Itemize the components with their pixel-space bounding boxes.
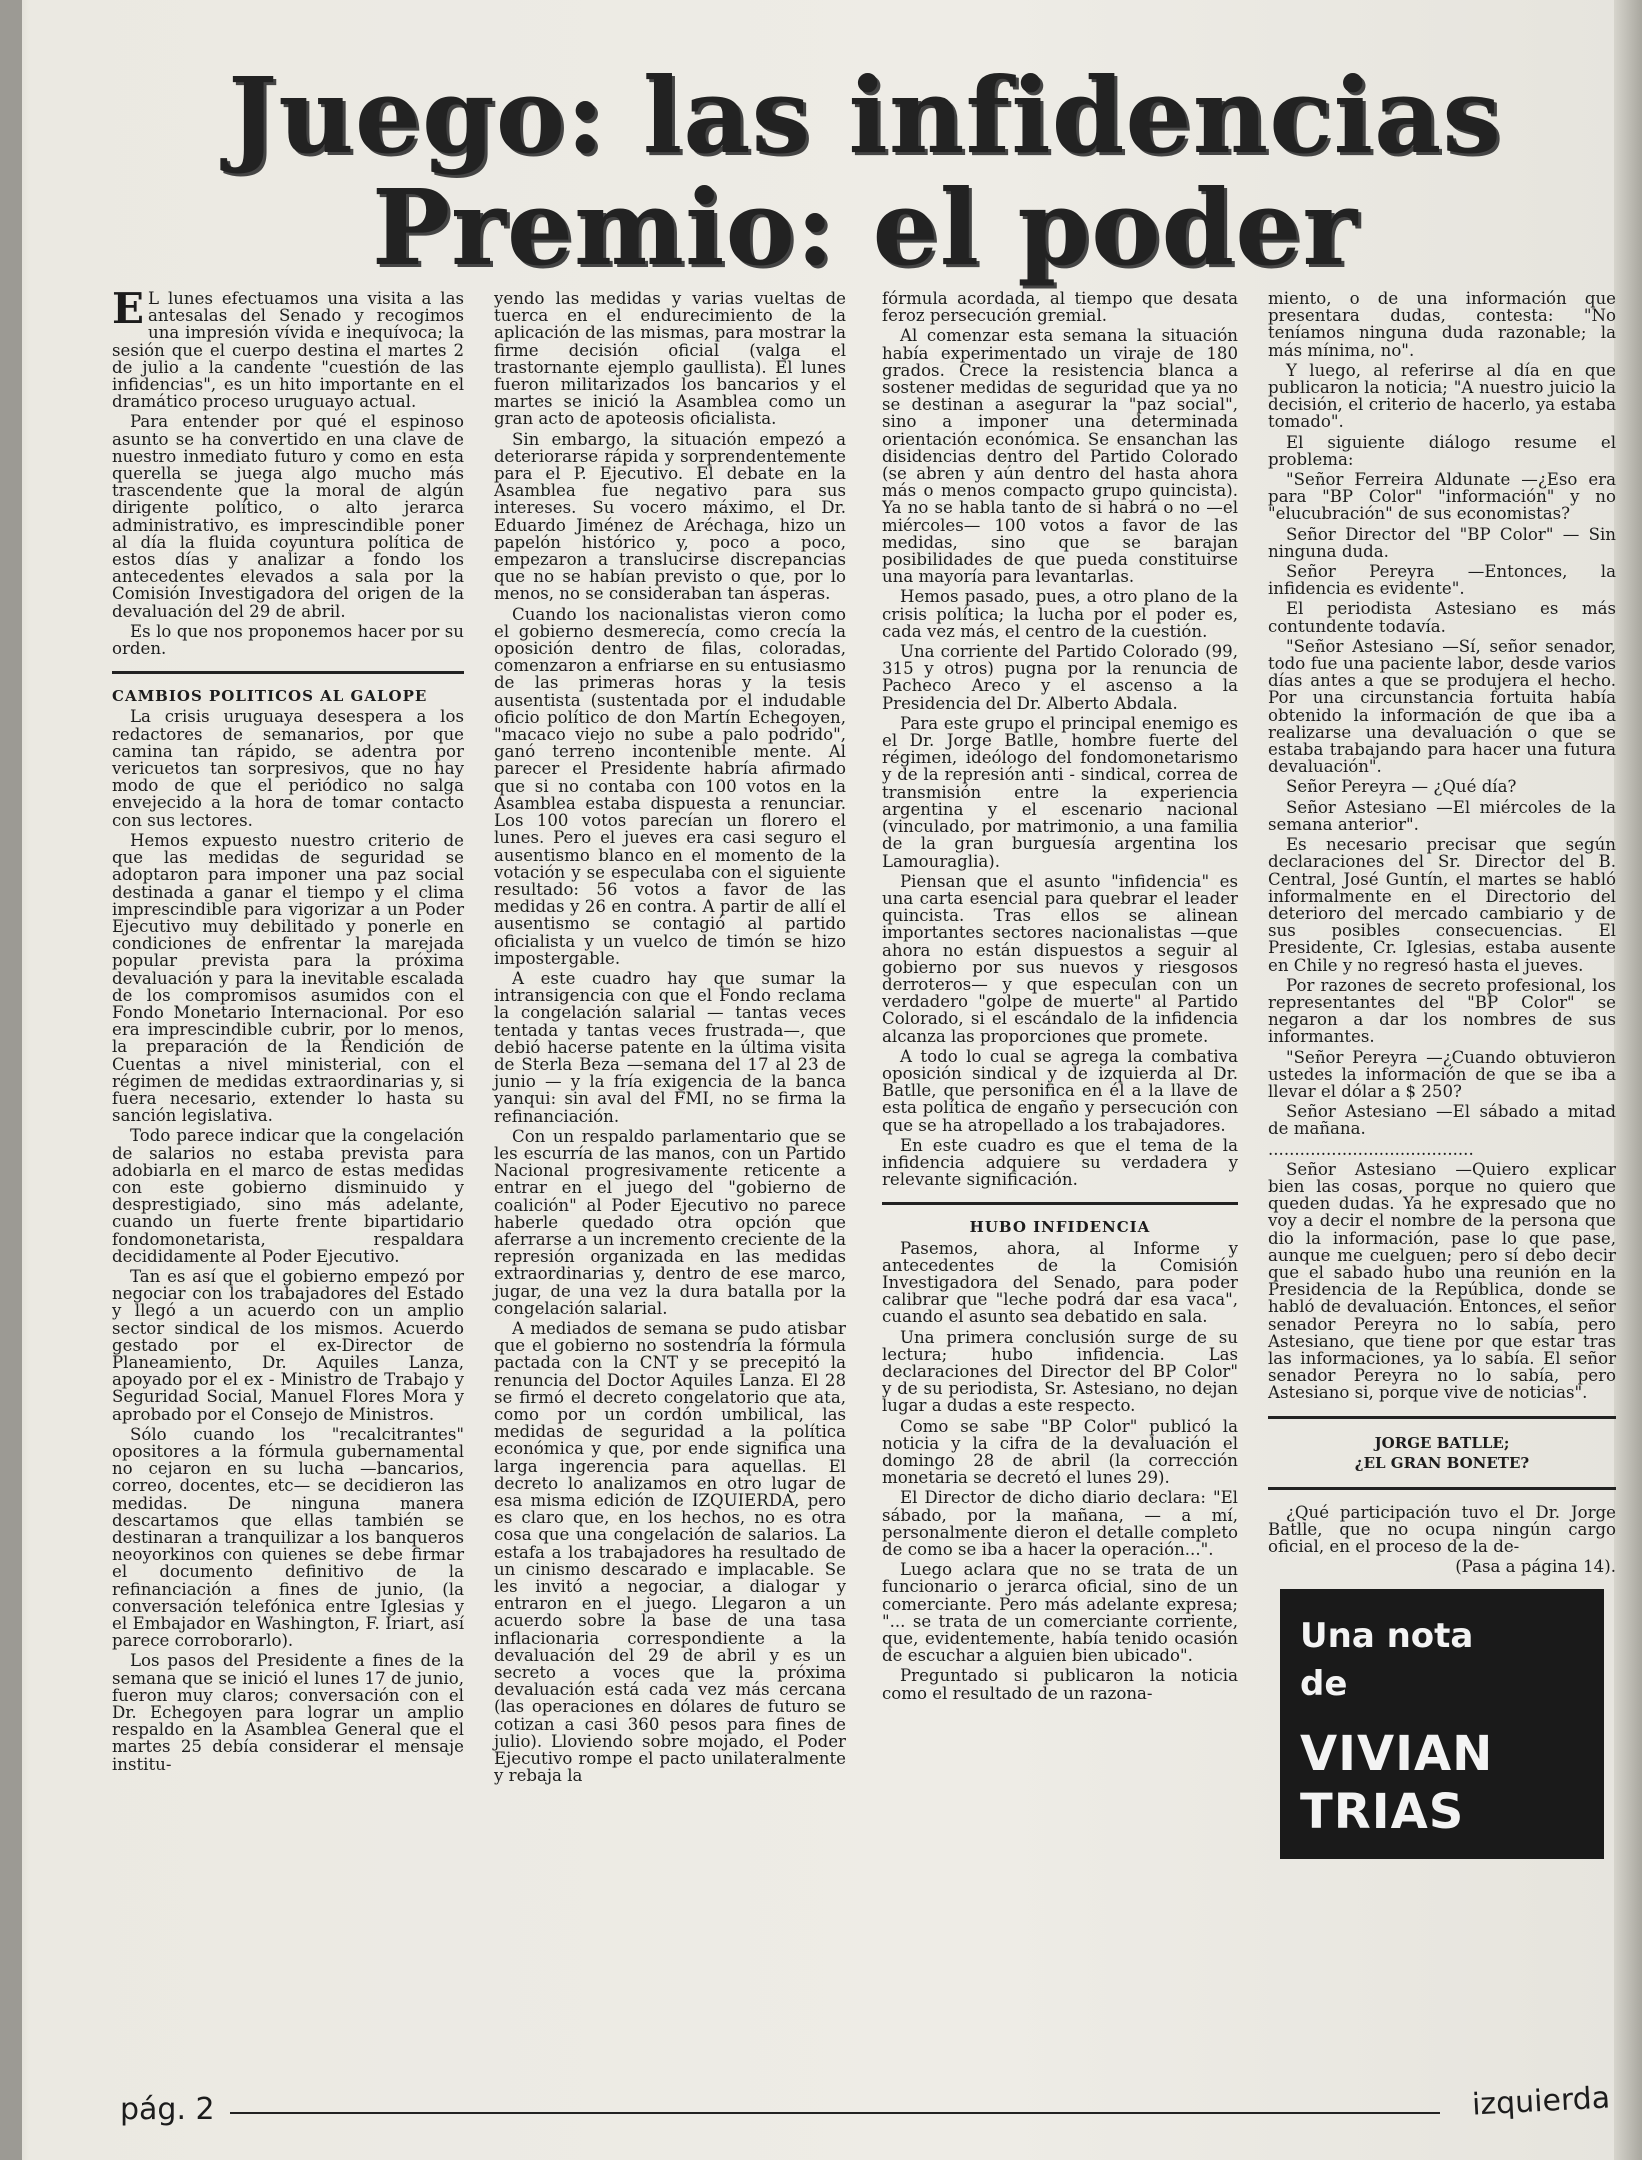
section-divider: [112, 671, 464, 674]
paragraph: Luego aclara que no se trata de un funcionario o jerarca oficial, sino de un comerciante. Pero más adelante expresa; "... se trata de un comerciante corriente, que, evidentemente, había tenido ocasión de escuchar a alguien bien ubicado".: [882, 1560, 1238, 1666]
paragraph: Señor Director del "BP Color" — Sin ninguna duda.: [1268, 524, 1616, 561]
scan-edge-left: [0, 0, 22, 2160]
page-number: pág. 2: [120, 2092, 215, 2127]
intro-paragraph-2: Es lo que nos proponemos hacer por su orden.: [112, 621, 464, 659]
paragraph: El Director de dicho diario declara: "El sábado, por la mañana, — a mí, personalmente dieron el detalle completo de como se iba a hacer la operación...".: [882, 1488, 1238, 1560]
paragraph: Señor Astesiano —Quiero explicar bien las cosas, porque no quiero que queden dudas. Ya he expresado que no voy a decir el nombre de la persona que dio la información, pase lo que pase, aunque me cuelguen; pero sí debo decir que el sabado hubo una reunión en la Presidencia de la República, donde se habló de devaluación. Entonces, el señor senador Pereyra no lo sabía, pero Astesiano, que tiene por que estar tras las informaciones, ya lo sabía. El señor senador Pereyra no lo sabía, pero Astesiano si, porque vive de noticias".: [1268, 1159, 1616, 1403]
paragraph: Señor Astesiano —El miércoles de la semana anterior".: [1268, 797, 1616, 834]
intro-paragraph-0: E L lunes efectuamos una visita a las antesalas del Senado y recogimos una impresión vívida e inequívoca; la sesión que el cuerpo destina el martes 2 de julio a la candente "cuestión de las infidencias", es un hito importante en el dramático proceso uruguayo actual.: [112, 284, 464, 412]
author-box: [1280, 1589, 1604, 1859]
section-divider: [882, 1202, 1238, 1205]
paragraph: A todo lo cual se agrega la combativa oposición sindical y de izquierda al Dr. Batlle, que personifica en él a la llave de esta política de engaño y persecución con que se ha atropellado a los trabajadores.: [882, 1046, 1238, 1135]
paragraph: Señor Astesiano —El sábado a mitad de mañana.: [1268, 1102, 1616, 1139]
section-heading-cambios: CAMBIOS POLITICOS AL GALOPE: [112, 687, 428, 706]
paragraph: Sólo cuando los "recalcitrantes" opositores a la fórmula gubernamental no cejaron en su lucha —bancarios, correo, docentes, etc— se decidieron las medidas. De ninguna manera descartamos que ellas también se destinaran a tranquilizar a los banqueros neoyorkinos con quienes se debe firmar el documento definitivo de la refinanciación a fines de junio, (la conversación telefónica entre Iglesias y el Embajador en Washington, F. Iriart, así parece corroborarlo).: [112, 1424, 464, 1651]
author-box-line-1: Una nota: [1300, 1616, 1474, 1657]
column-3: [882, 290, 1238, 1705]
paragraph: Los pasos del Presidente a fines de la semana que se inició el lunes 17 de junio, fueron muy claros; conversación con el Dr. Echegoyen para lograr un amplio respaldo en la Asamblea General que el martes 25 debía considerar el mensaje institu-: [112, 1651, 464, 1774]
paragraph: Cuando los nacionalistas vieron como el gobierno desmerecía, como crecía la oposición dentro de filas, coloradas, comenzaron a enfriarse en su entusiasmo de las primeras horas y la tesis ausentista (sustentada por el indudable oficio político de don Martín Echegoyen, "macaco viejo no sube a palo podrido", ganó terreno incontenible mente. Al parecer el Presidente habría afirmado que si no contaba con 100 votos en la Asamblea estaba dispuesta a renunciar. Los 100 votos parecían un florero el lunes. Pero el jueves era casi seguro el ausentismo blanco en el momento de la votación y se especulaba con el siguiente resultado: 56 votos a favor de las medidas y 26 en contra. A partir de allí el ausentismo se contagió al partido oficialista y un vuelco de timón se hizo impostergable.: [494, 604, 846, 968]
paragraph: Señor Pereyra —Entonces, la infidencia es evidente".: [1268, 562, 1616, 599]
headline-line-1: Juego: las infidencias: [228, 54, 1502, 177]
paragraph: Señor Pereyra — ¿Qué día?: [1286, 777, 1517, 797]
paragraph: A este cuadro hay que sumar la intransigencia con que el Fondo reclama la congelación salarial — tantas veces tentada y tantas veces frustrada—, que debió hacerse patente en la última visita de Sterla Beza —semana del 17 al 23 de junio — y la fría exigencia de la banca yanqui: sin aval del FMI, no se firma la refinanciación.: [494, 968, 846, 1126]
paragraph: Con un respaldo parlamentario que se les escurría de las manos, con un Partido Nacional progresivamente reticente a entrar en el juego del "gobierno de coalición" al Poder Ejecutivo no parece haberle quedado otra opción que aferrarse a un incremento creciente de la represión organizada en las medidas extraordinarias y, dentro de ese marco, jugar, de una vez la dura batalla por la congelación salarial.: [494, 1126, 846, 1318]
paragraph: yendo las medidas y varias vueltas de tuerca en el endurecimiento de la aplicación de las mismas, para mostrar la firme decisión oficial (valga el trastornante ejemplo gaullista). El lunes fueron militarizados los bancarios y el martes se inició la Asamblea como un gran acto de apoteosis oficialista.: [494, 289, 846, 429]
paragraph: Es necesario precisar que según declaraciones del Sr. Director del B. Central, José Guntín, el martes se habló informalmente en el Directorio del deterioro del mercado cambiario y de sus posibles consecuencias. El Presidente, Cr. Iglesias, estaba ausente en Chile y no regresó hasta el jueves.: [1268, 835, 1616, 975]
scan-edge-right: [1614, 0, 1642, 2160]
footer-rule: [230, 2112, 1440, 2114]
author-box-line-2: de: [1300, 1664, 1348, 1705]
section-divider: [1268, 1487, 1616, 1490]
paragraph: miento, o de una información que presentara dudas, contesta: "No teníamos ninguna duda razonable; la más mínima, no".: [1268, 289, 1616, 360]
paragraph: A mediados de semana se pudo atisbar que el gobierno no sostendría la fórmula pactada con la CNT y se precepitó la renuncia del Doctor Aquiles Lanza. El 28 se firmó el decreto congelatorio que ata, como por un cordón umbilical, las medidas de seguridad a la política económica y que, por ende significa una larga ingerencia para aquellas. El decreto lo analizamos en otro lugar de esa misma edición de IZQUIERDA, pero es claro que, en los hechos, no es otra cosa que una congelación de salarios. La estafa a los trabajadores ha resultado de un cinismo descarado e implacable. Se les invitó a negociar, a dialogar y entraron en el juego. Llegaron a un acuerdo sobre la base de una tasa inflacionaria correspondiente a la devaluación del 29 de abril y es un secreto a voces que la próxima devaluación está cada vez más cercana (las operaciones en dólares de futuro se cotizan a casi 360 pesos para fines de julio). Lloviendo sobre mojado, el Poder Ejecutivo rompe el pacto unilateralmente y rebaja la: [494, 1318, 846, 1786]
paragraph: Preguntado si publicaron la noticia como el resultado de un razona-: [882, 1666, 1238, 1703]
paragraph: Hemos expuesto nuestro criterio de que las medidas de seguridad se adoptaron para imponer una paz social destinada a ganar el tiempo y el clima imprescindible para vigorizar a un Poder Ejecutivo muy debilitado y ponerle en condiciones de enfrentar la marejada popular prevista para la próxima devaluación y para la inevitable escalada de los compromisos asumidos con el Fondo Monetario Internacional. Por eso era imprescindible cubrir, por lo menos, la preparación de la Rendición de Cuentas a nivel ministerial, con el régimen de medidas extraordinarias y, si fuera necesario, extender lo hasta su sanción legislativa.: [112, 830, 464, 1126]
author-name: VIVIAN TRIAS: [1300, 1726, 1494, 1841]
paragraph: Para este grupo el principal enemigo es el Dr. Jorge Batlle, hombre fuerte del régimen, ideólogo del fondomonetarismo y de la represión anti - sindical, correa de transmisión entre la experiencia argentina y el escenario nacional (vinculado, por matrimonio, a una familia de la gran burguesía argentina los Lamouraglia).: [882, 713, 1238, 871]
paragraph: En este cuadro es que el tema de la infidencia adquiere su verdadera y relevante significación.: [882, 1135, 1238, 1190]
paragraph: El siguiente diálogo resume el problema:: [1268, 432, 1616, 469]
paragraph: "Señor Ferreira Aldunate —¿Eso era para "BP Color" "información" y no "elucubración" de sus economistas?: [1268, 470, 1616, 524]
paragraph: Por razones de secreto profesional, los representantes del "BP Color" se negaron a dar los nombres de sus informantes.: [1268, 975, 1616, 1047]
publication-name: izquierda: [1470, 2080, 1611, 2123]
section-divider: [1268, 1416, 1616, 1419]
paragraph: Una corriente del Partido Colorado (99, 315 y otros) pugna por la renuncia de Pacheco Areco y el ascenso a la Presidencia del Dr. Alberto Abdala.: [882, 642, 1238, 713]
paragraph: Todo parece indicar que la congelación de salarios no estaba prevista para adobiarla en el marco de estas medidas con este gobierno disminuido y desprestigiado, sino más adelante, cuando un fuerte frente bipartidario fondomonetarista, respaldara decididamente al Poder Ejecutivo.: [112, 1126, 464, 1266]
headline: [120, 54, 1610, 289]
paragraph: Hemos pasado, pues, a otro plano de la crisis política; la lucha por el poder es, cada vez más, el centro de la cuestión.: [882, 587, 1238, 641]
paragraph: "Señor Astesiano —Sí, señor senador, todo fue una paciente labor, desde varios días antes a que se produjera el hecho. Por una circunstancia fortuita había obtenido la información de que iba a realizarse una devaluación o que se estaba trabajando para hacer una futura devaluación".: [1268, 636, 1616, 777]
paragraph: La crisis uruguaya desespera a los redactores de semanarios, por que camina tan rápido, se adentra por vericuetos tan sorpresivos, que no hay modo de que el periódico no salga envejecido a la hora de tomar contacto con sus lectores.: [112, 707, 464, 830]
paragraph: "Señor Pereyra —¿Cuando obtuvieron ustedes la información de que se iba a llevar el dólar a $ 250?: [1268, 1047, 1616, 1101]
column-1: [112, 284, 464, 1776]
paragraph: Pasemos, ahora, al Informe y antecedentes de la Comisión Investigadora del Senado, para poder calibrar que "leche podrá dar esa vaca", cuando el asunto sea debatido en sala.: [882, 1238, 1238, 1327]
page-footer: [120, 2080, 1611, 2130]
headline-line-2: Premio: el poder: [371, 166, 1359, 289]
ellipsis-line: .......................................: [1268, 1139, 1474, 1159]
section-heading-batlle: JORGE BATLLE; ¿EL GRAN BONETE?: [1354, 1433, 1530, 1472]
paragraph: Sin embargo, la situación empezó a deteriorarse rápida y sorprendentemente para el P. Ejecutivo. El debate en la Asamblea fue negativo para sus intereses. Su vocero máximo, el Dr. Eduardo Jiménez de Aréchaga, hizo un papelón histórico y, poco a poco, empezaron a translucirse discrepancias que no se habían previsto o que, por lo menos, no se consideraban tan ásperas.: [494, 429, 846, 604]
paragraph: Como se sabe "BP Color" publicó la noticia y la cifra de la devaluación el domingo 28 de abril (la corrección monetaria se decretó el lunes 29).: [882, 1416, 1238, 1488]
paragraph: Una primera conclusión surge de su lectura; hubo infidencia. Las declaraciones del Director del BP Color" y de su periodista, Sr. Astesiano, no dejan lugar a dudas a este respecto.: [882, 1327, 1238, 1416]
column-4: [1268, 290, 1616, 1859]
intro-paragraph-1: Para entender por qué el espinoso asunto se ha convertido en una clave de nuestro inmediato futuro y como en esta querella se juega algo mucho más trascendente que la moral de algún dirigente político, o alto jerarca administrativo, es imprescindible poner al día la fluida coyuntura política de estos días y analizar a fondo los antecedentes elevados a sala por la Comisión Investigadora del origen de la devaluación del 29 de abril.: [112, 412, 464, 621]
paragraph: Y luego, al referirse al día en que publicaron la noticia; "A nuestro juicio la decisión, el criterio de hacerlo, ya estaba tomado".: [1268, 360, 1616, 432]
paragraph: Tan es así que el gobierno empezó por negociar con los trabajadores del Estado y llegó a un acuerdo con un amplio sector sindical de los mismos. Acuerdo gestado por el ex-Director de Planeamiento, Dr. Aquiles Lanza, apoyado por el ex - Ministro de Trabajo y Seguridad Social, Manuel Flores Mora y aprobado por el Consejo de Ministros.: [112, 1266, 464, 1424]
paragraph: El periodista Astesiano es más contundente todavía.: [1268, 599, 1616, 636]
drop-cap: E: [112, 284, 145, 333]
paragraph: fórmula acordada, al tiempo que desata feroz persecución gremial.: [882, 289, 1238, 326]
continued-note: (Pasa a página 14).: [1455, 1557, 1616, 1577]
section-heading-infidencia: HUBO INFIDENCIA: [969, 1218, 1151, 1237]
paragraph: ¿Qué participación tuvo el Dr. Jorge Batlle, que no ocupa ningún cargo oficial, en el proceso de la de-: [1268, 1502, 1616, 1556]
paragraph: Piensan que el asunto "infidencia" es una carta esencial para quebrar el leader quincista. Tras ellos se alinean importantes sectores nacionalistas —que ahora no están dispuestos a seguir al gobierno por sus nuevos y riesgosos derroteros— y que especulan con un verdadero "golpe de muerte" al Partido Colorado, si el escándalo de la infidencia alcanza las proporciones que promete.: [882, 871, 1238, 1046]
paragraph: Al comenzar esta semana la situación había experimentado un viraje de 180 grados. Crece la resistencia blanca a sostener medidas de seguridad que ya no se destinan a asegurar la "paz social", sino a imponer una determinada orientación económica. Se ensanchan las disidencias dentro del Partido Colorado (se abren y aún dentro del hasta ahora más o menos compacto grupo quincista). Ya no se habla tanto de si habrá o no —el miércoles— 100 votos a favor de las medidas, sino que se barajan posibilidades de que pueda constituirse una mayoría para levantarlas.: [882, 326, 1238, 587]
column-2: [494, 290, 846, 1787]
